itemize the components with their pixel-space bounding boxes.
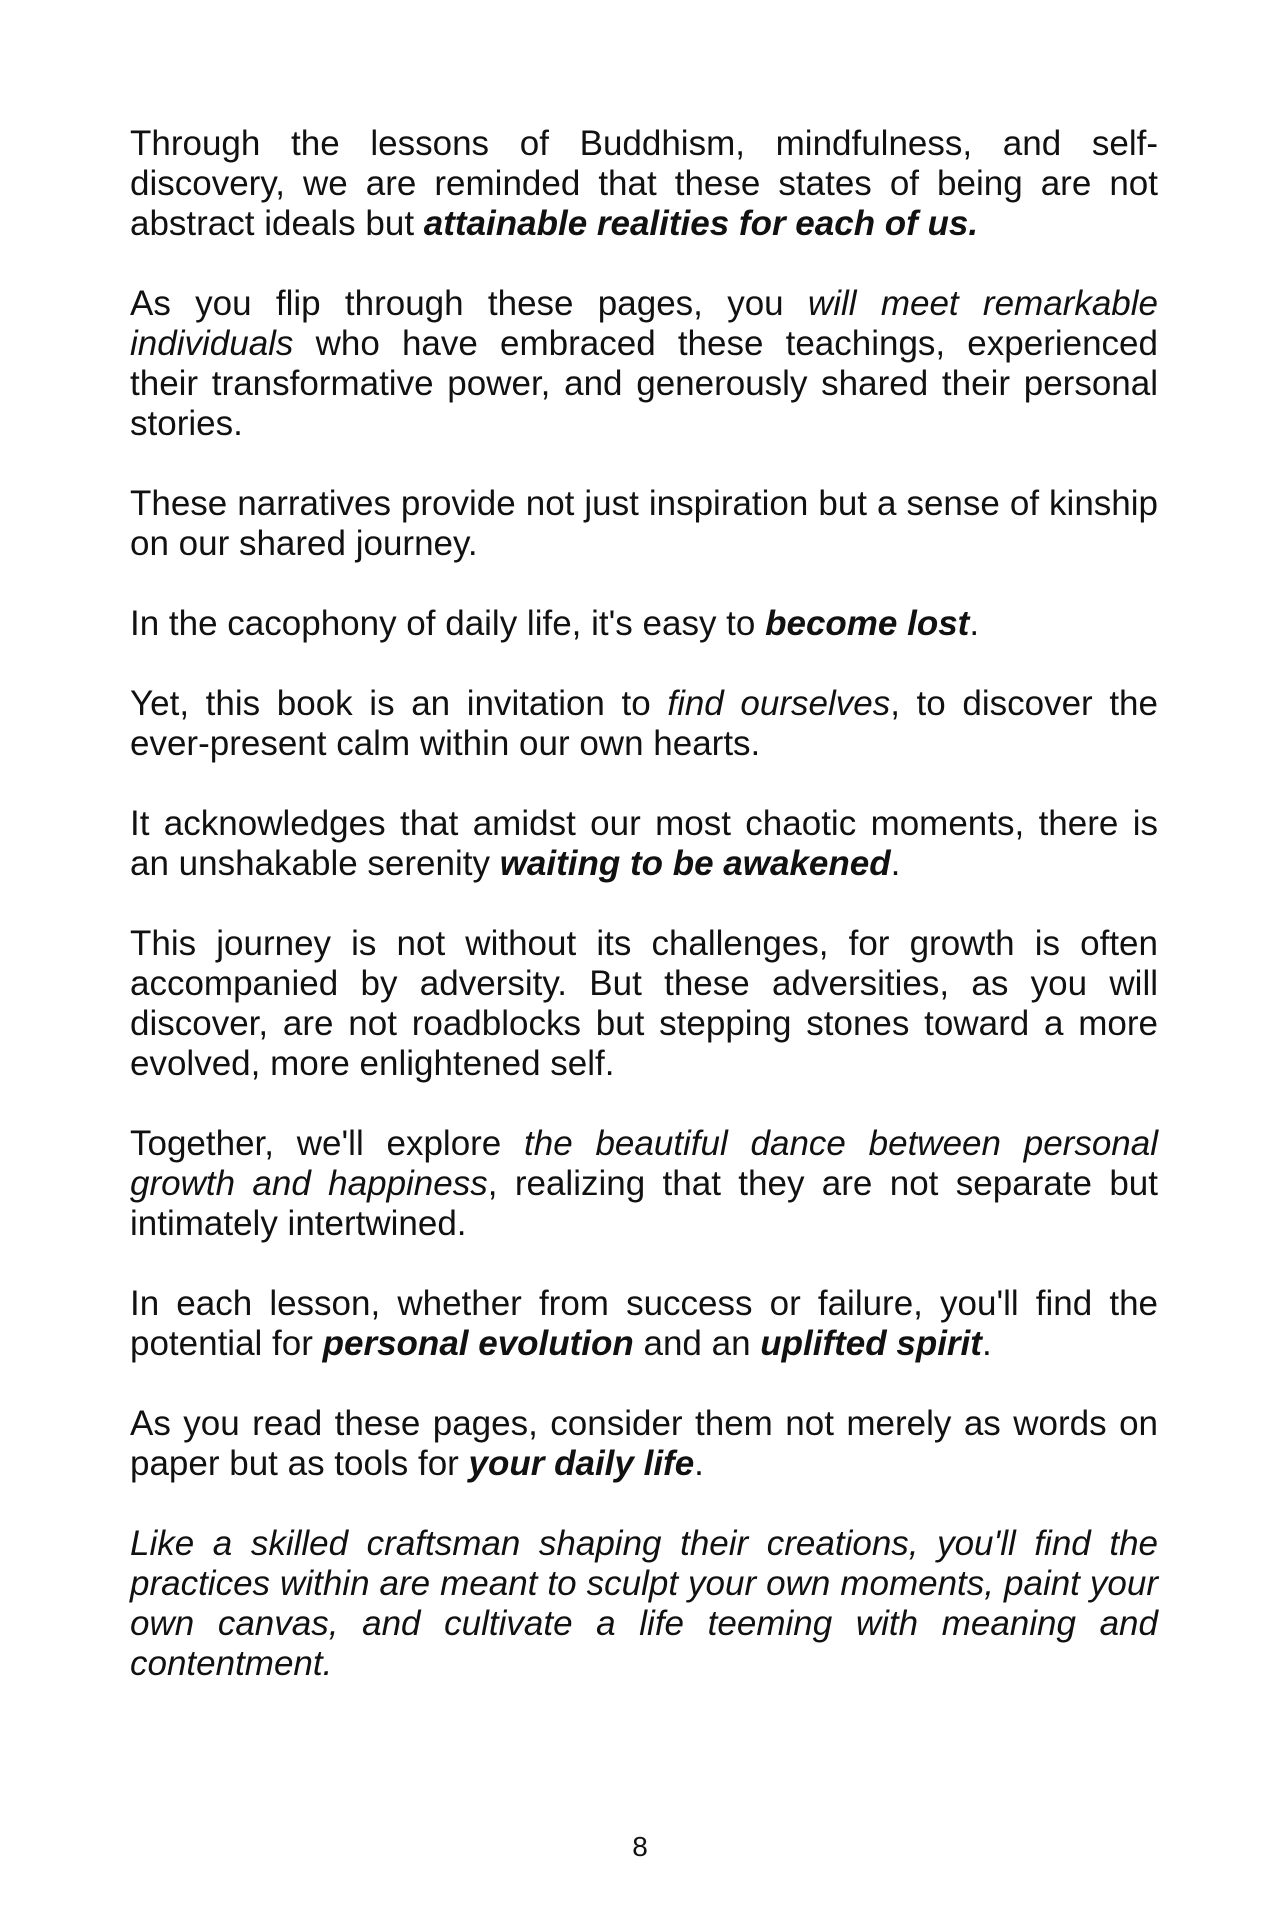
paragraph <box>130 924 1158 1084</box>
bold-italic-phrase: personal evolution <box>322 1324 634 1363</box>
text-segment: Together, we'll explore <box>130 1124 525 1163</box>
text-segment: These narratives provide not just inspiration but a sense of kinship on our shared journey. <box>130 484 1158 563</box>
paragraph <box>130 684 1158 764</box>
text-segment: , to discover the ever-present calm within our own hearts. <box>130 684 1158 763</box>
paragraph <box>130 1404 1158 1484</box>
bold-italic-phrase: attainable realities for each of us. <box>423 204 979 243</box>
text-segment: who have embraced these teachings, experienced their transformative power, and generously shared their personal stories. <box>130 324 1158 443</box>
text-segment: In each lesson, whether from success or failure, you'll find the potential for <box>130 1284 1158 1363</box>
text-segment: . <box>890 844 901 883</box>
text-segment: As you read these pages, consider them not merely as words on paper but as tools for <box>130 1404 1158 1483</box>
body-text <box>130 124 1158 1684</box>
text-segment: It acknowledges that amidst our most chaotic moments, there is an unshakable serenity <box>130 804 1158 883</box>
bold-italic-phrase: your daily life <box>468 1444 695 1483</box>
paragraph <box>130 124 1158 244</box>
paragraph <box>130 484 1158 564</box>
text-segment: This journey is not without its challenges, for growth is often accompanied by adversity. But these adversities, as you will discover, are not roadblocks but stepping stones toward a more evolved, more enlightened self. <box>130 924 1158 1083</box>
text-segment: and an <box>633 1324 761 1363</box>
text-segment: In the cacophony of daily life, it's easy to <box>130 604 766 643</box>
paragraph <box>130 1524 1158 1684</box>
page-number: 8 <box>632 1831 648 1862</box>
text-segment: , realizing that they are not separate but intimately intertwined. <box>130 1164 1158 1243</box>
paragraph <box>130 284 1158 444</box>
bold-italic-phrase: uplifted spirit <box>760 1324 982 1363</box>
paragraph <box>130 1124 1158 1244</box>
paragraph <box>130 604 1158 644</box>
text-segment: . <box>694 1444 704 1483</box>
italic-phrase: will meet remarkable individuals <box>130 284 1158 363</box>
bold-italic-phrase: become lost <box>765 604 970 643</box>
paragraph <box>130 804 1158 884</box>
text-segment: Through the lessons of Buddhism, mindfulness, and self-discovery, we are reminded that these states of being are not abstract ideals but <box>130 124 1158 243</box>
text-segment: As you flip through these pages, you <box>130 284 808 323</box>
italic-phrase: the beautiful dance between personal growth and happiness <box>130 1124 1158 1203</box>
text-segment: . <box>969 604 980 643</box>
text-segment: . <box>981 1324 992 1363</box>
paragraph <box>130 1284 1158 1364</box>
bold-italic-phrase: waiting to be awakened <box>499 844 891 883</box>
italic-phrase: find ourselves <box>667 684 891 723</box>
italic-phrase: Like a skilled craftsman shaping their creations, you'll find the practices within are meant to sculpt your own moments, paint your own canvas, and cultivate a life teeming with meaning and contentment. <box>130 1524 1158 1683</box>
text-segment: Yet, this book is an invitation to <box>130 684 668 723</box>
